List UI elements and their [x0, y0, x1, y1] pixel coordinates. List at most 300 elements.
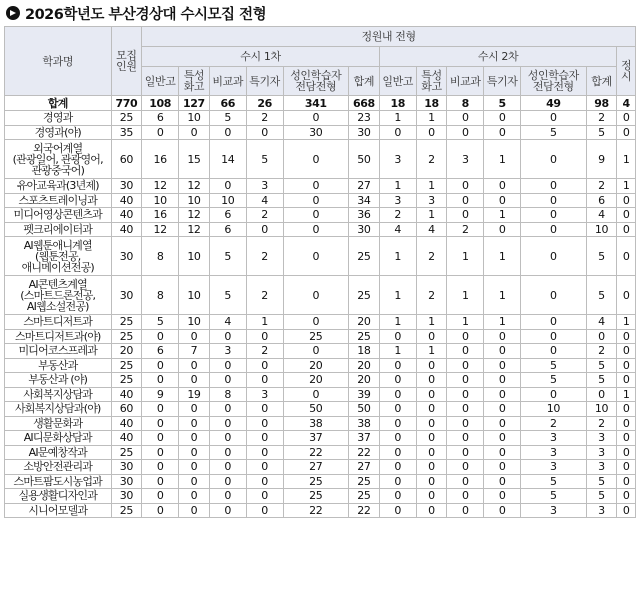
round1-specialized-hs-cell: 0: [179, 373, 210, 388]
round1-subtotal-cell: 30: [349, 125, 380, 140]
table-row: [5, 193, 636, 208]
round1-special-talent-cell: 4: [246, 193, 283, 208]
table-row: [5, 208, 636, 223]
round2-special-talent-cell: 1: [484, 237, 521, 276]
jeongsi-cell: 1: [617, 179, 636, 194]
round1-extracurricular-cell: 0: [209, 329, 246, 344]
round2-general-hs-cell: 1: [379, 179, 416, 194]
round1-subtotal-cell: 18: [349, 344, 380, 359]
round2-general-hs-cell: 1: [379, 344, 416, 359]
quota-cell: 30: [111, 179, 142, 194]
round1-specialized-hs-cell: 7: [179, 344, 210, 359]
round1-adult-learner-cell: 0: [283, 222, 349, 237]
round1-extracurricular-cell: 6: [209, 208, 246, 223]
round2-specialized-hs-cell: 0: [416, 402, 447, 417]
jeongsi-cell: 0: [617, 503, 636, 518]
round1-general-hs-cell: 0: [142, 358, 179, 373]
jeongsi-cell: 0: [617, 460, 636, 475]
round2-specialized-hs-cell: 0: [416, 445, 447, 460]
round1-adult-learner-cell: 0: [283, 237, 349, 276]
round1-general-hs-cell: 108: [142, 96, 179, 111]
table-body: [5, 96, 636, 518]
round2-extracurricular-cell: 0: [447, 208, 484, 223]
round2-adult-learner-cell: 3: [521, 460, 587, 475]
round2-general-hs-cell: 0: [379, 373, 416, 388]
table-row: [5, 489, 636, 504]
round2-special-talent-cell: 0: [484, 460, 521, 475]
round1-special-talent-cell: 0: [246, 431, 283, 446]
quota-cell: 30: [111, 276, 142, 315]
round1-specialized-hs-cell: 10: [179, 276, 210, 315]
round1-specialized-hs-cell: 15: [179, 140, 210, 179]
quota-cell: 40: [111, 387, 142, 402]
round1-subtotal-cell: 25: [349, 237, 380, 276]
round2-specialized-hs-cell: 2: [416, 140, 447, 179]
jeongsi-cell: 1: [617, 387, 636, 402]
round1-subtotal-cell: 34: [349, 193, 380, 208]
round2-subtotal-cell: 5: [586, 237, 617, 276]
dept-name-cell: 사회복지상담과: [5, 387, 112, 402]
quota-cell: 25: [111, 315, 142, 330]
dept-name-cell: 합계: [5, 96, 112, 111]
round1-subtotal-cell: 39: [349, 387, 380, 402]
table-row: [5, 373, 636, 388]
quota-cell: 25: [111, 329, 142, 344]
round1-subtotal-cell: 37: [349, 431, 380, 446]
round1-general-hs-cell: 6: [142, 344, 179, 359]
round2-subtotal-cell: 5: [586, 373, 617, 388]
round1-adult-learner-cell: 0: [283, 140, 349, 179]
round1-extracurricular-cell: 0: [209, 503, 246, 518]
round1-general-hs-cell: 16: [142, 208, 179, 223]
round2-adult-learner-cell: 0: [521, 111, 587, 126]
round2-extracurricular-cell: 0: [447, 387, 484, 402]
round2-subtotal-cell: 98: [586, 96, 617, 111]
round2-subtotal-cell: 9: [586, 140, 617, 179]
round2-specialized-hs-cell: 0: [416, 125, 447, 140]
header-round2-general-hs: 일반고: [379, 67, 416, 96]
dept-name-cell: 실용생활디자인과: [5, 489, 112, 504]
round1-subtotal-cell: 22: [349, 445, 380, 460]
quota-cell: 40: [111, 193, 142, 208]
round2-special-talent-cell: 0: [484, 358, 521, 373]
dept-name-cell: 스마트디저트과(야): [5, 329, 112, 344]
header-dept: 학과명: [5, 27, 112, 96]
round2-subtotal-cell: 6: [586, 193, 617, 208]
quota-cell: 60: [111, 402, 142, 417]
page-title-text: 2026학년도 부산경상대 수시모집 전형: [25, 6, 267, 23]
round2-extracurricular-cell: 0: [447, 402, 484, 417]
jeongsi-cell: 0: [617, 344, 636, 359]
round1-special-talent-cell: 3: [246, 179, 283, 194]
jeongsi-cell: 0: [617, 416, 636, 431]
table-row: [5, 358, 636, 373]
header-round1-specialized-hs: 특성 화고: [179, 67, 210, 96]
dept-name-cell: 미디어코스프레과: [5, 344, 112, 359]
quota-cell: 40: [111, 431, 142, 446]
round2-general-hs-cell: 3: [379, 193, 416, 208]
quota-cell: 30: [111, 460, 142, 475]
quota-cell: 30: [111, 474, 142, 489]
table-row: [5, 445, 636, 460]
header-round1-extracurricular: 비교과: [209, 67, 246, 96]
round1-extracurricular-cell: 5: [209, 237, 246, 276]
round1-special-talent-cell: 0: [246, 125, 283, 140]
round2-general-hs-cell: 0: [379, 387, 416, 402]
jeongsi-cell: 0: [617, 402, 636, 417]
round2-adult-learner-cell: 10: [521, 402, 587, 417]
header-round2-adult-learner: 성인학습자 전담전형: [521, 67, 587, 96]
round2-specialized-hs-cell: 0: [416, 329, 447, 344]
round2-general-hs-cell: 0: [379, 358, 416, 373]
round1-extracurricular-cell: 0: [209, 460, 246, 475]
round1-extracurricular-cell: 0: [209, 416, 246, 431]
round2-specialized-hs-cell: 0: [416, 431, 447, 446]
round1-specialized-hs-cell: 10: [179, 315, 210, 330]
round2-extracurricular-cell: 0: [447, 344, 484, 359]
round2-extracurricular-cell: 0: [447, 179, 484, 194]
round2-extracurricular-cell: 0: [447, 193, 484, 208]
round2-special-talent-cell: 0: [484, 489, 521, 504]
dept-name-cell: 시니어모델과: [5, 503, 112, 518]
round1-special-talent-cell: 5: [246, 140, 283, 179]
round2-specialized-hs-cell: 2: [416, 237, 447, 276]
round2-adult-learner-cell: 5: [521, 358, 587, 373]
table-row: [5, 344, 636, 359]
round1-adult-learner-cell: 22: [283, 503, 349, 518]
round2-special-talent-cell: 0: [484, 222, 521, 237]
round1-general-hs-cell: 0: [142, 125, 179, 140]
table-row: [5, 179, 636, 194]
round2-specialized-hs-cell: 0: [416, 474, 447, 489]
round1-adult-learner-cell: 20: [283, 358, 349, 373]
round1-subtotal-cell: 22: [349, 503, 380, 518]
quota-cell: 40: [111, 208, 142, 223]
round2-special-talent-cell: 0: [484, 387, 521, 402]
round2-special-talent-cell: 0: [484, 445, 521, 460]
round2-general-hs-cell: 3: [379, 140, 416, 179]
round2-extracurricular-cell: 0: [447, 329, 484, 344]
round1-subtotal-cell: 20: [349, 358, 380, 373]
dept-name-cell: 경영과(야): [5, 125, 112, 140]
round1-special-talent-cell: 2: [246, 237, 283, 276]
round1-general-hs-cell: 5: [142, 315, 179, 330]
round1-special-talent-cell: 3: [246, 387, 283, 402]
round1-general-hs-cell: 8: [142, 237, 179, 276]
round1-adult-learner-cell: 25: [283, 474, 349, 489]
round2-extracurricular-cell: 1: [447, 276, 484, 315]
round1-extracurricular-cell: 0: [209, 373, 246, 388]
jeongsi-cell: 0: [617, 445, 636, 460]
table-row: [5, 140, 636, 179]
dept-name-cell: AI웹툰애니계열 (웹툰전공, 애니메이션전공): [5, 237, 112, 276]
round1-special-talent-cell: 0: [246, 373, 283, 388]
round2-adult-learner-cell: 3: [521, 431, 587, 446]
round1-extracurricular-cell: 0: [209, 474, 246, 489]
round2-special-talent-cell: 0: [484, 193, 521, 208]
round1-adult-learner-cell: 30: [283, 125, 349, 140]
round2-extracurricular-cell: 0: [447, 503, 484, 518]
round1-specialized-hs-cell: 10: [179, 111, 210, 126]
header-round2-specialized-hs: 특성 화고: [416, 67, 447, 96]
round2-subtotal-cell: 2: [586, 344, 617, 359]
header-round2-subtotal: 합계: [586, 67, 617, 96]
round2-general-hs-cell: 0: [379, 489, 416, 504]
round2-specialized-hs-cell: 0: [416, 416, 447, 431]
round1-adult-learner-cell: 0: [283, 387, 349, 402]
round2-specialized-hs-cell: 1: [416, 344, 447, 359]
round2-adult-learner-cell: 3: [521, 503, 587, 518]
quota-cell: 770: [111, 96, 142, 111]
round2-adult-learner-cell: 49: [521, 96, 587, 111]
round1-general-hs-cell: 8: [142, 276, 179, 315]
dept-name-cell: 유아교육과(3년제): [5, 179, 112, 194]
header-round2: 수시 2차: [379, 47, 617, 67]
round1-adult-learner-cell: 50: [283, 402, 349, 417]
quota-cell: 30: [111, 237, 142, 276]
dept-name-cell: 소방안전관리과: [5, 460, 112, 475]
quota-cell: 60: [111, 140, 142, 179]
round2-general-hs-cell: 0: [379, 329, 416, 344]
round2-subtotal-cell: 3: [586, 503, 617, 518]
round2-specialized-hs-cell: 1: [416, 315, 447, 330]
table-row: [5, 416, 636, 431]
round2-special-talent-cell: 0: [484, 474, 521, 489]
round1-adult-learner-cell: 0: [283, 315, 349, 330]
round1-extracurricular-cell: 0: [209, 445, 246, 460]
round1-general-hs-cell: 0: [142, 474, 179, 489]
table-row: [5, 402, 636, 417]
round1-specialized-hs-cell: 19: [179, 387, 210, 402]
round2-extracurricular-cell: 3: [447, 140, 484, 179]
round1-subtotal-cell: 20: [349, 315, 380, 330]
round1-subtotal-cell: 668: [349, 96, 380, 111]
round2-adult-learner-cell: 0: [521, 329, 587, 344]
round2-specialized-hs-cell: 1: [416, 208, 447, 223]
round2-specialized-hs-cell: 0: [416, 358, 447, 373]
round1-general-hs-cell: 0: [142, 460, 179, 475]
round1-adult-learner-cell: 20: [283, 373, 349, 388]
round1-general-hs-cell: 12: [142, 179, 179, 194]
round2-adult-learner-cell: 0: [521, 344, 587, 359]
round2-special-talent-cell: 0: [484, 329, 521, 344]
header-round1: 수시 1차: [142, 47, 380, 67]
jeongsi-cell: 0: [617, 237, 636, 276]
table-row: [5, 503, 636, 518]
round1-subtotal-cell: 50: [349, 402, 380, 417]
round2-special-talent-cell: 0: [484, 179, 521, 194]
table-header: [5, 27, 636, 96]
round2-general-hs-cell: 4: [379, 222, 416, 237]
round2-subtotal-cell: 4: [586, 315, 617, 330]
dept-name-cell: 부동산과 (야): [5, 373, 112, 388]
round2-special-talent-cell: 0: [484, 431, 521, 446]
jeongsi-cell: 0: [617, 125, 636, 140]
round2-adult-learner-cell: 2: [521, 416, 587, 431]
round2-adult-learner-cell: 0: [521, 237, 587, 276]
round1-subtotal-cell: 25: [349, 276, 380, 315]
round1-subtotal-cell: 36: [349, 208, 380, 223]
jeongsi-cell: 0: [617, 208, 636, 223]
dept-name-cell: 사회복지상담과(야): [5, 402, 112, 417]
round1-special-talent-cell: 2: [246, 208, 283, 223]
admission-table: [4, 26, 636, 518]
round1-special-talent-cell: 2: [246, 276, 283, 315]
round2-subtotal-cell: 5: [586, 489, 617, 504]
round2-specialized-hs-cell: 0: [416, 503, 447, 518]
round2-subtotal-cell: 5: [586, 358, 617, 373]
round2-general-hs-cell: 18: [379, 96, 416, 111]
round2-special-talent-cell: 0: [484, 344, 521, 359]
round1-specialized-hs-cell: 127: [179, 96, 210, 111]
round2-general-hs-cell: 0: [379, 402, 416, 417]
round1-extracurricular-cell: 3: [209, 344, 246, 359]
round1-adult-learner-cell: 25: [283, 489, 349, 504]
round1-special-talent-cell: 2: [246, 344, 283, 359]
table-row: [5, 474, 636, 489]
round1-adult-learner-cell: 22: [283, 445, 349, 460]
round2-general-hs-cell: 0: [379, 416, 416, 431]
dept-name-cell: 미디어영상콘텐츠과: [5, 208, 112, 223]
round2-special-talent-cell: 0: [484, 111, 521, 126]
round2-general-hs-cell: 0: [379, 474, 416, 489]
round1-general-hs-cell: 0: [142, 431, 179, 446]
round2-extracurricular-cell: 0: [447, 111, 484, 126]
round1-general-hs-cell: 0: [142, 489, 179, 504]
round2-subtotal-cell: 0: [586, 329, 617, 344]
round2-special-talent-cell: 0: [484, 373, 521, 388]
table-row: [5, 276, 636, 315]
round2-subtotal-cell: 3: [586, 431, 617, 446]
round2-specialized-hs-cell: 0: [416, 373, 447, 388]
round2-general-hs-cell: 2: [379, 208, 416, 223]
round1-subtotal-cell: 30: [349, 222, 380, 237]
round1-adult-learner-cell: 0: [283, 193, 349, 208]
round2-adult-learner-cell: 0: [521, 276, 587, 315]
round1-specialized-hs-cell: 0: [179, 431, 210, 446]
round2-subtotal-cell: 10: [586, 402, 617, 417]
dept-name-cell: 스마트디저트과: [5, 315, 112, 330]
round2-subtotal-cell: 0: [586, 387, 617, 402]
round1-special-talent-cell: 26: [246, 96, 283, 111]
header-quota: 모집 인원: [111, 27, 142, 96]
round2-specialized-hs-cell: 4: [416, 222, 447, 237]
round1-special-talent-cell: 1: [246, 315, 283, 330]
play-bullet-icon: [6, 6, 20, 20]
table-row: [5, 237, 636, 276]
round2-specialized-hs-cell: 0: [416, 387, 447, 402]
round2-subtotal-cell: 3: [586, 460, 617, 475]
round1-special-talent-cell: 2: [246, 111, 283, 126]
jeongsi-cell: 0: [617, 222, 636, 237]
round2-general-hs-cell: 1: [379, 276, 416, 315]
round2-extracurricular-cell: 0: [447, 489, 484, 504]
quota-cell: 20: [111, 344, 142, 359]
header-round2-special-talent: 특기자: [484, 67, 521, 96]
quota-cell: 25: [111, 358, 142, 373]
jeongsi-cell: 0: [617, 474, 636, 489]
round1-general-hs-cell: 0: [142, 329, 179, 344]
round2-general-hs-cell: 0: [379, 431, 416, 446]
round2-extracurricular-cell: 0: [447, 474, 484, 489]
round1-extracurricular-cell: 8: [209, 387, 246, 402]
dept-name-cell: AI문예창작과: [5, 445, 112, 460]
round1-general-hs-cell: 12: [142, 222, 179, 237]
round2-extracurricular-cell: 0: [447, 445, 484, 460]
round2-subtotal-cell: 3: [586, 445, 617, 460]
dept-name-cell: 경영과: [5, 111, 112, 126]
round1-general-hs-cell: 0: [142, 416, 179, 431]
round1-extracurricular-cell: 0: [209, 489, 246, 504]
round2-special-talent-cell: 1: [484, 140, 521, 179]
header-round1-subtotal: 합계: [349, 67, 380, 96]
header-round1-special-talent: 특기자: [246, 67, 283, 96]
dept-name-cell: 펫크리에이터과: [5, 222, 112, 237]
round1-adult-learner-cell: 0: [283, 111, 349, 126]
round2-general-hs-cell: 1: [379, 237, 416, 276]
round1-specialized-hs-cell: 10: [179, 237, 210, 276]
round1-subtotal-cell: 50: [349, 140, 380, 179]
round2-specialized-hs-cell: 0: [416, 460, 447, 475]
round1-specialized-hs-cell: 0: [179, 445, 210, 460]
round1-special-talent-cell: 0: [246, 329, 283, 344]
jeongsi-cell: 0: [617, 329, 636, 344]
jeongsi-cell: 4: [617, 96, 636, 111]
round1-special-talent-cell: 0: [246, 402, 283, 417]
quota-cell: 25: [111, 111, 142, 126]
table-row: [5, 460, 636, 475]
round2-adult-learner-cell: 3: [521, 445, 587, 460]
round1-adult-learner-cell: 27: [283, 460, 349, 475]
round1-extracurricular-cell: 0: [209, 179, 246, 194]
round2-extracurricular-cell: 1: [447, 315, 484, 330]
jeongsi-cell: 1: [617, 315, 636, 330]
round1-general-hs-cell: 0: [142, 445, 179, 460]
dept-name-cell: 생활문화과: [5, 416, 112, 431]
round2-special-talent-cell: 1: [484, 276, 521, 315]
round2-general-hs-cell: 0: [379, 445, 416, 460]
round2-special-talent-cell: 0: [484, 125, 521, 140]
round1-special-talent-cell: 0: [246, 222, 283, 237]
round2-subtotal-cell: 10: [586, 222, 617, 237]
round1-general-hs-cell: 9: [142, 387, 179, 402]
jeongsi-cell: 0: [617, 276, 636, 315]
dept-name-cell: 스포츠트레이닝과: [5, 193, 112, 208]
round2-special-talent-cell: 1: [484, 208, 521, 223]
round2-general-hs-cell: 1: [379, 111, 416, 126]
jeongsi-cell: 1: [617, 140, 636, 179]
round2-extracurricular-cell: 0: [447, 416, 484, 431]
round2-adult-learner-cell: 0: [521, 387, 587, 402]
round2-extracurricular-cell: 1: [447, 237, 484, 276]
round2-special-talent-cell: 5: [484, 96, 521, 111]
round2-specialized-hs-cell: 2: [416, 276, 447, 315]
header-jeongsi: 정시: [617, 47, 636, 96]
jeongsi-cell: 0: [617, 358, 636, 373]
round2-adult-learner-cell: 0: [521, 208, 587, 223]
table-row: [5, 222, 636, 237]
round1-adult-learner-cell: 25: [283, 329, 349, 344]
round1-special-talent-cell: 0: [246, 358, 283, 373]
round1-specialized-hs-cell: 0: [179, 474, 210, 489]
round1-extracurricular-cell: 66: [209, 96, 246, 111]
table-row: [5, 387, 636, 402]
round2-extracurricular-cell: 2: [447, 222, 484, 237]
round1-subtotal-cell: 25: [349, 474, 380, 489]
round2-general-hs-cell: 0: [379, 460, 416, 475]
quota-cell: 35: [111, 125, 142, 140]
round2-extracurricular-cell: 0: [447, 460, 484, 475]
